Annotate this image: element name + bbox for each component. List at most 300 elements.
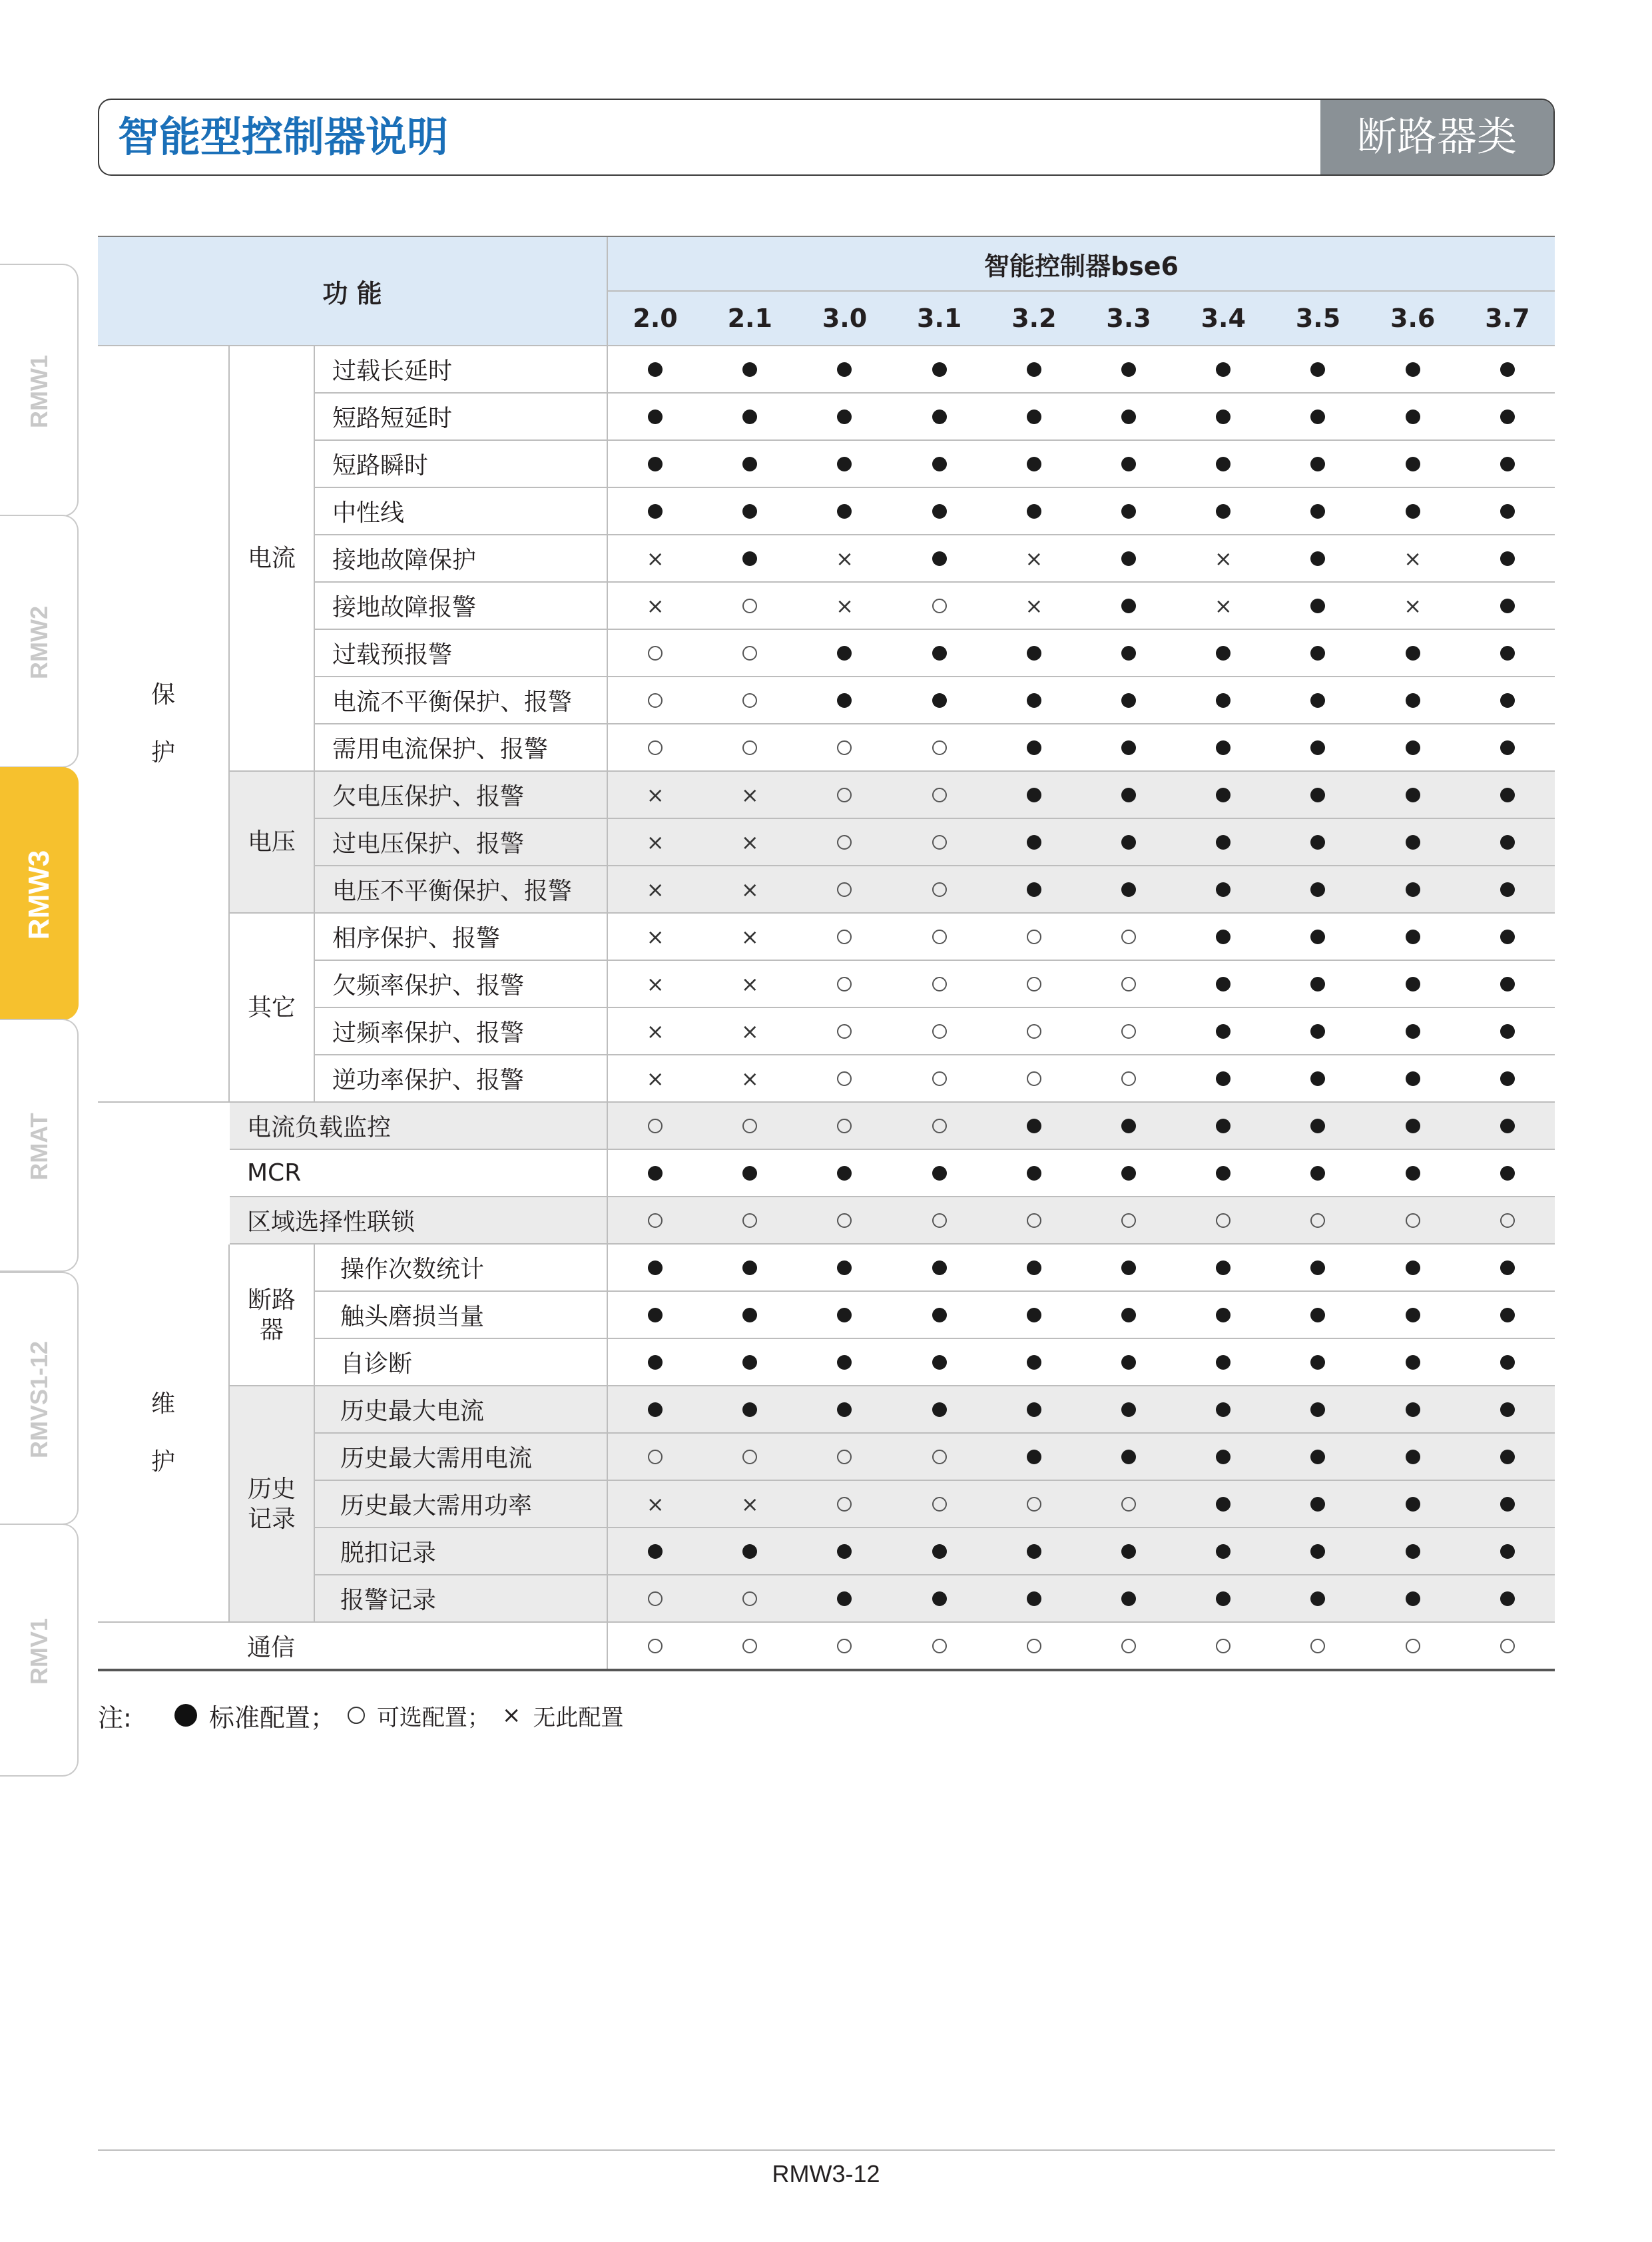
feature-value [987,772,1081,819]
feature-value [1366,772,1460,819]
feature-value [702,677,797,724]
feature-value [1460,961,1555,1008]
feature-value [1270,441,1365,488]
feature-value [892,961,987,1008]
feature-value [1270,1528,1365,1575]
subgroup-cell: 电压 [230,772,315,914]
feature-value [987,1245,1081,1292]
optional-circle-icon [648,1639,663,1653]
feature-value [1081,441,1176,488]
feature-value [1081,488,1176,535]
standard-dot-icon [1216,1308,1231,1322]
feature-value [1081,961,1176,1008]
table-bottom-rule [98,1669,1555,1671]
standard-dot-icon [837,693,852,708]
feature-value [987,819,1081,866]
feature-label: 欠频率保护、报警 [315,961,608,1008]
standard-dot-icon [1310,599,1325,613]
feature-value [797,819,892,866]
standard-dot-icon [1027,835,1041,850]
optional-circle-icon [1027,1639,1041,1653]
feature-value [987,1150,1081,1197]
optional-circle-icon [742,693,757,708]
feature-value [1460,1197,1555,1245]
standard-dot-icon [932,1591,947,1606]
standard-dot-icon [1216,693,1231,708]
standard-dot-icon [1121,835,1136,850]
side-tab-label: RMW2 [25,606,53,679]
version-header: 3.6 [1366,292,1460,346]
feature-value [797,866,892,914]
feature-value [1081,1197,1176,1245]
optional-circle-icon [648,646,663,661]
feature-value [1176,441,1270,488]
feature-value [892,1245,987,1292]
side-tab-rmw1[interactable] [0,264,79,517]
feature-value [987,441,1081,488]
feature-value [892,1575,987,1623]
feature-label: 需用电流保护、报警 [315,724,608,772]
feature-value [1176,1528,1270,1575]
standard-dot-icon [1310,740,1325,755]
feature-value [1270,535,1365,583]
feature-value [892,346,987,394]
feature-value [1081,394,1176,441]
optional-circle-icon [837,930,852,944]
none-cross-icon: × [646,1491,665,1517]
feature-value [797,488,892,535]
feature-value [1081,1339,1176,1386]
standard-dot-icon [1500,551,1515,566]
feature-value [702,914,797,961]
feature-value [1460,819,1555,866]
standard-dot-icon [1216,1402,1231,1417]
feature-value [1176,1292,1270,1339]
standard-dot-icon [1500,457,1515,471]
standard-dot-icon [648,1308,663,1322]
optional-circle-icon [1027,977,1041,991]
optional-circle-icon [932,788,947,802]
feature-value [1460,1623,1555,1670]
standard-dot-icon [1310,504,1325,519]
standard-dot-icon [1500,1591,1515,1606]
standard-dot-icon [1500,740,1515,755]
standard-dot-icon [1406,740,1420,755]
none-cross-icon: × [1214,593,1233,619]
feature-value [1081,1103,1176,1150]
subgroup-cell [230,1386,315,1623]
optional-circle-icon [742,1450,757,1464]
feature-value [608,772,702,819]
standard-dot-icon [648,362,663,377]
feature-value [987,1528,1081,1575]
standard-dot-icon [1406,1497,1420,1512]
feature-value [1176,1481,1270,1528]
feature-value [702,346,797,394]
feature-value [1176,488,1270,535]
optional-circle-icon [742,1213,757,1228]
feature-value [608,346,702,394]
footer-rule [98,2149,1555,2151]
feature-label: 过电压保护、报警 [315,819,608,866]
feature-value [608,1434,702,1481]
feature-value [608,535,702,583]
standard-dot-icon [648,410,663,424]
standard-dot-icon [1027,1544,1041,1559]
feature-value [1460,1339,1555,1386]
optional-circle-icon [837,882,852,897]
feature-value [797,394,892,441]
side-tab-rmat[interactable] [0,1019,79,1272]
feature-value [987,1481,1081,1528]
standard-dot-icon [1500,1071,1515,1086]
note-standard: 标准配置； [208,1703,336,1733]
feature-value [702,394,797,441]
version-header: 2.0 [608,292,702,346]
standard-dot-icon [742,1355,757,1370]
feature-value [1176,394,1270,441]
standard-dot-icon [1121,646,1136,661]
feature-value [797,677,892,724]
standard-dot-icon [932,1544,947,1559]
feature-value [797,346,892,394]
feature-value [892,819,987,866]
feature-value [1460,394,1555,441]
feature-value [797,1197,892,1245]
standard-dot-icon [1310,410,1325,424]
feature-value [1366,1150,1460,1197]
optional-circle-icon [1216,1639,1231,1653]
standard-dot-icon [1310,1450,1325,1464]
feature-value [1270,1197,1365,1245]
feature-value [1176,1055,1270,1103]
standard-dot-icon [1121,599,1136,613]
feature-value [892,1434,987,1481]
feature-value [1176,1197,1270,1245]
feature-value [987,488,1081,535]
standard-dot-icon [1406,1166,1420,1181]
standard-dot-icon [1500,977,1515,991]
optional-circle-icon [932,1213,947,1228]
standard-dot-icon [932,551,947,566]
feature-value [1460,583,1555,630]
feature-value [1176,1623,1270,1670]
standard-dot-icon [1500,646,1515,661]
standard-dot-icon [1216,1261,1231,1275]
feature-value [702,488,797,535]
feature-value [1270,724,1365,772]
standard-dot-icon [1500,504,1515,519]
feature-value [1460,1008,1555,1055]
feature-value [1366,1245,1460,1292]
standard-dot-icon [1310,835,1325,850]
standard-dot-icon [1406,1544,1420,1559]
feature-label: 历史最大电流 [315,1386,608,1434]
feature-label: 报警记录 [315,1575,608,1623]
standard-dot-icon [1406,457,1420,471]
function-header: 功 能 [98,237,608,346]
optional-circle-icon [648,1213,663,1228]
side-tab-rmvs1-12[interactable] [0,1272,79,1525]
standard-dot-icon [1310,1024,1325,1039]
subgroup-line: 历史 [247,1475,296,1503]
feature-value [702,724,797,772]
feature-label: 过载长延时 [315,346,608,394]
feature-value [608,914,702,961]
feature-label: 自诊断 [315,1339,608,1386]
feature-value [797,535,892,583]
none-cross-icon: × [1404,545,1422,571]
feature-value [702,1623,797,1670]
feature-value [702,1575,797,1623]
feature-value [987,1103,1081,1150]
feature-value [608,583,702,630]
standard-dot-icon [1121,457,1136,471]
subgroup-cell [230,1245,315,1386]
standard-dot-icon [1500,1544,1515,1559]
standard-dot-icon [837,410,852,424]
standard-dot-icon [742,1261,757,1275]
standard-dot-icon [648,1402,663,1417]
feature-value [1460,1386,1555,1434]
feature-value [1176,1339,1270,1386]
optional-circle-icon [648,1450,663,1464]
standard-dot-icon [1121,1402,1136,1417]
optional-circle-icon [742,646,757,661]
feature-value [1460,1434,1555,1481]
feature-value [1366,1481,1460,1528]
feature-value [797,1386,892,1434]
feature-value [608,1292,702,1339]
standard-dot-icon [1216,362,1231,377]
feature-value [1270,583,1365,630]
feature-value [1176,961,1270,1008]
feature-value [1460,630,1555,677]
standard-dot-icon [1500,410,1515,424]
feature-value [1176,914,1270,961]
feature-value [702,630,797,677]
optional-circle-icon [1027,1213,1041,1228]
feature-value [797,1575,892,1623]
optional-circle-icon [932,1119,947,1133]
feature-value [1270,630,1365,677]
standard-dot-icon [1406,1071,1420,1086]
optional-circle-icon [1121,1213,1136,1228]
none-cross-icon: × [740,1065,759,1091]
standard-dot-icon [1310,1166,1325,1181]
feature-value [797,1434,892,1481]
standard-dot-icon [1121,1591,1136,1606]
standard-dot-icon [1500,599,1515,613]
standard-dot-icon [1121,410,1136,424]
standard-dot-icon [1121,504,1136,519]
optional-circle-icon [1027,1497,1041,1512]
standard-dot-icon [932,1308,947,1322]
feature-value [1270,1434,1365,1481]
feature-value [702,1339,797,1386]
feature-value [1176,630,1270,677]
standard-dot-icon [932,646,947,661]
standard-dot-icon [1406,930,1420,944]
standard-dot-icon [1406,1024,1420,1039]
feature-value [1081,1528,1176,1575]
standard-dot-icon [1216,410,1231,424]
feature-label: 中性线 [315,488,608,535]
feature-value [987,1008,1081,1055]
feature-value [1081,1386,1176,1434]
optional-circle-icon [837,977,852,991]
feature-value [1081,677,1176,724]
standard-dot-icon [1310,693,1325,708]
feature-value [987,630,1081,677]
standard-dot-icon [1121,1450,1136,1464]
feature-value [608,394,702,441]
feature-value [987,961,1081,1008]
feature-value [797,583,892,630]
standard-dot-icon [742,504,757,519]
feature-value [1081,1245,1176,1292]
feature-value [608,724,702,772]
standard-dot-icon [1027,788,1041,802]
feature-label: 触头磨损当量 [315,1292,608,1339]
feature-value [987,1386,1081,1434]
feature-value [892,1008,987,1055]
side-tab-rmv1[interactable] [0,1524,79,1777]
feature-value [1270,346,1365,394]
feature-value [702,1528,797,1575]
optional-circle-icon [1121,930,1136,944]
feature-value [1270,677,1365,724]
none-cross-icon: × [740,782,759,808]
standard-dot-icon [1310,1308,1325,1322]
group-char: 护 [150,1448,175,1476]
feature-label: 历史最大需用功率 [315,1481,608,1528]
standard-dot-icon [1027,1308,1041,1322]
feature-value [892,1339,987,1386]
feature-value [892,866,987,914]
standard-dot-icon [932,1355,947,1370]
none-cross-icon: × [646,829,665,855]
side-tab-rmw3[interactable] [0,767,79,1020]
feature-value [1366,346,1460,394]
feature-value [608,1528,702,1575]
side-tab-rmw2[interactable] [0,515,79,768]
feature-value [1366,961,1460,1008]
standard-dot-icon [1216,977,1231,991]
standard-dot-icon [1406,693,1420,708]
standard-dot-icon [1500,1355,1515,1370]
feature-value [892,1103,987,1150]
standard-dot-icon [1500,1119,1515,1133]
feature-value [1366,535,1460,583]
standard-dot-icon [1310,788,1325,802]
feature-value [1366,1008,1460,1055]
subgroup-line: 器 [259,1316,284,1344]
side-tab-label: RMV1 [25,1617,53,1685]
feature-value [797,1103,892,1150]
feature-value [987,535,1081,583]
standard-dot-icon [742,1544,757,1559]
feature-value [1081,346,1176,394]
version-header: 2.1 [702,292,797,346]
optional-circle-icon [932,1497,947,1512]
feature-value [702,819,797,866]
feature-value [1270,866,1365,914]
note-none: 无此配置 [533,1704,624,1731]
standard-dot-icon [1500,1166,1515,1181]
feature-label: 接地故障保护 [315,535,608,583]
standard-dot-icon [1406,977,1420,991]
feature-value [1081,819,1176,866]
none-cross-icon: × [1404,593,1422,619]
feature-value [1270,914,1365,961]
feature-value [1366,724,1460,772]
feature-value [1081,1623,1176,1670]
optional-circle-icon [1121,1497,1136,1512]
feature-label: 欠电压保护、报警 [315,772,608,819]
standard-dot-icon [1121,1119,1136,1133]
feature-value [1460,535,1555,583]
feature-label: 电压不平衡保护、报警 [315,866,608,914]
optional-circle-icon [1121,1024,1136,1039]
version-header: 3.2 [987,292,1081,346]
feature-value [1460,772,1555,819]
standard-dot-icon [1500,882,1515,897]
standard-dot-icon [1216,1450,1231,1464]
none-cross-icon: × [1025,593,1043,619]
standard-dot-icon [1027,693,1041,708]
standard-dot-icon [1500,930,1515,944]
feature-value [1176,535,1270,583]
feature-value [1366,488,1460,535]
standard-dot-icon [932,693,947,708]
optional-circle-icon [1121,977,1136,991]
standard-dot-icon [1406,1591,1420,1606]
standard-dot-icon [742,1308,757,1322]
feature-value [1081,535,1176,583]
standard-dot-icon [174,1704,197,1727]
standard-dot-icon [1310,1119,1325,1133]
optional-circle-icon [837,1024,852,1039]
feature-value [1270,819,1365,866]
standard-dot-icon [1406,646,1420,661]
feature-value [1366,630,1460,677]
feature-value [1366,1292,1460,1339]
feature-value [702,961,797,1008]
feature-value [1366,866,1460,914]
standard-dot-icon [1027,410,1041,424]
feature-value [1366,1623,1460,1670]
standard-dot-icon [1216,1024,1231,1039]
feature-table [98,237,1555,1670]
header-bar [98,99,1555,176]
note-prefix: 注: [98,1703,132,1733]
optional-circle-icon [1027,1071,1041,1086]
feature-value [608,819,702,866]
feature-value [892,1055,987,1103]
standard-dot-icon [1310,977,1325,991]
feature-value [1176,1103,1270,1150]
optional-circle-icon [348,1707,365,1724]
optional-circle-icon [932,930,947,944]
group-char: 护 [150,739,175,766]
optional-circle-icon [932,882,947,897]
standard-dot-icon [837,457,852,471]
feature-value [608,866,702,914]
optional-circle-icon [932,1024,947,1039]
standard-dot-icon [1406,1355,1420,1370]
standard-dot-icon [1027,740,1041,755]
